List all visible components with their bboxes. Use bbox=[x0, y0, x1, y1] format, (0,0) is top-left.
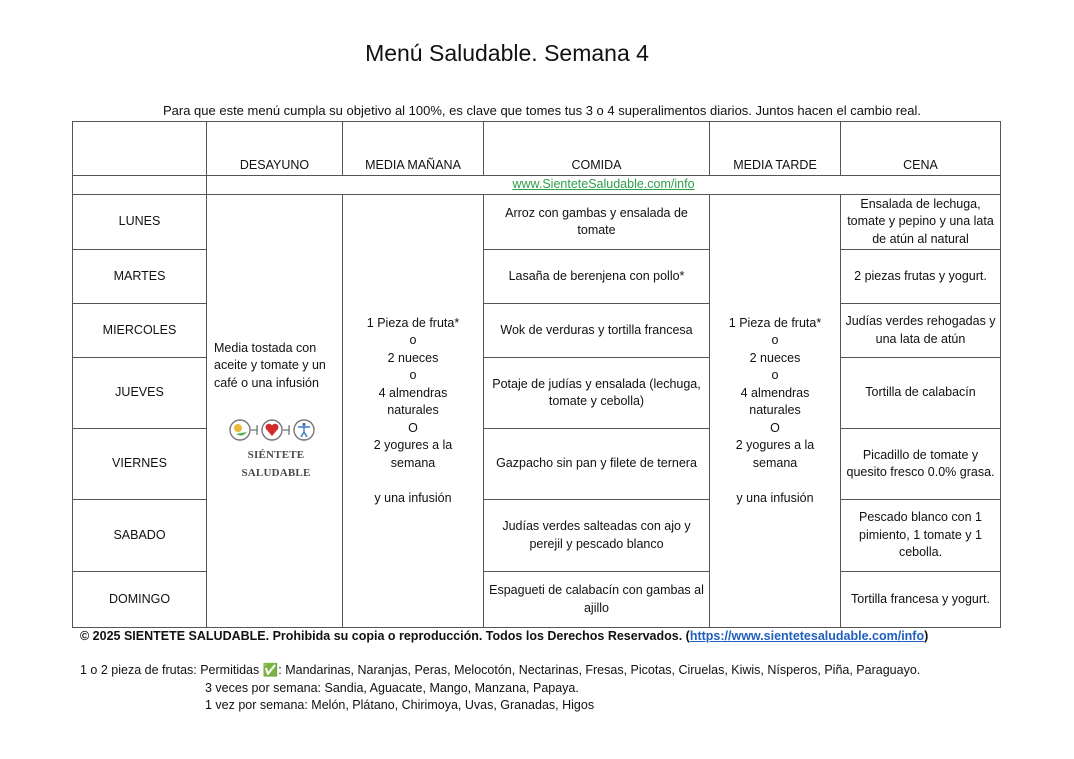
cena-cell: Tortilla de calabacín bbox=[841, 358, 1001, 429]
site-link[interactable]: www.SienteteSaludable.com/info bbox=[512, 177, 695, 192]
day-label: LUNES bbox=[73, 195, 207, 250]
logo-text: SIÉNTETE SALUDABLE bbox=[241, 449, 311, 479]
comida-cell: Arroz con gambas y ensalada de tomate bbox=[484, 195, 710, 250]
cena-cell: Judías verdes rehogadas y una lata de atún bbox=[841, 304, 1001, 358]
header-comida: COMIDA bbox=[484, 122, 710, 176]
header-cena: CENA bbox=[841, 122, 1001, 176]
copyright-text: © 2025 SIENTETE SALUDABLE. Prohibida su copia o reproducción. Todos los Derechos Reservados. ( bbox=[80, 629, 690, 643]
comida-cell: Gazpacho sin pan y filete de ternera bbox=[484, 429, 710, 500]
media-manana-cell: 1 Pieza de fruta* o 2 nueces o 4 almendras naturales O 2 yogures a la semana y una infusión bbox=[343, 195, 484, 628]
copyright-close: ) bbox=[924, 629, 929, 643]
notes-line-2: 3 veces por semana: Sandia, Aguacate, Mango, Manzana, Papaya. bbox=[205, 680, 579, 695]
media-tarde-cell: 1 Pieza de fruta* o 2 nueces o 4 almendras naturales O 2 yogures a la semana y una infusión bbox=[710, 195, 841, 628]
header-empty bbox=[73, 122, 207, 176]
subtitle: Para que este menú cumpla su objetivo al 100%, es clave que tomes tus 3 o 4 superalimentos diarios. Juntos hacen el cambio real. bbox=[162, 103, 922, 118]
header-media-manana: MEDIA MAÑANA bbox=[343, 122, 484, 176]
notes-line-1: 1 o 2 pieza de frutas: Permitidas ✅: Mandarinas, Naranjas, Peras, Melocotón, Nectarinas, Fresas, Picotas, Ciruelas, Kiwis, Nísperos, Piña, Paraguayo. bbox=[80, 663, 921, 677]
page-title: Menú Saludable. Semana 4 bbox=[365, 40, 649, 66]
day-label: SABADO bbox=[73, 500, 207, 572]
desayuno-cell bbox=[207, 195, 343, 628]
day-label: MARTES bbox=[73, 250, 207, 304]
cena-cell: Ensalada de lechuga, tomate y pepino y una lata de atún al natural bbox=[841, 195, 1001, 250]
cena-cell: Tortilla francesa y yogurt. bbox=[841, 572, 1001, 628]
logo-icon bbox=[220, 416, 332, 444]
header-media-tarde: MEDIA TARDE bbox=[710, 122, 841, 176]
notes-line-3: 1 vez por semana: Melón, Plátano, Chirimoya, Uvas, Granadas, Higos bbox=[205, 698, 595, 712]
info-link[interactable]: https://www.sientetesaludable.com/info bbox=[689, 629, 925, 643]
fruit-notes bbox=[80, 662, 920, 715]
comida-cell: Potaje de judías y ensalada (lechuga, tomate y cebolla) bbox=[484, 358, 710, 429]
table-row bbox=[73, 195, 1001, 250]
link-row-empty bbox=[73, 176, 207, 195]
cena-cell: Picadillo de tomate y quesito fresco 0.0% grasa. bbox=[841, 429, 1001, 500]
desayuno-text: Media tostada con aceite y tomate y un café o una infusión bbox=[214, 340, 326, 390]
comida-cell: Espagueti de calabacín con gambas al ajillo bbox=[484, 572, 710, 628]
day-label: JUEVES bbox=[73, 358, 207, 429]
link-row-cell bbox=[207, 176, 1001, 195]
link-row bbox=[73, 176, 1001, 195]
comida-cell: Judías verdes salteadas con ajo y perejil y pescado blanco bbox=[484, 500, 710, 572]
brand-logo bbox=[220, 416, 332, 482]
comida-cell: Wok de verduras y tortilla francesa bbox=[484, 304, 710, 358]
day-label: DOMINGO bbox=[73, 572, 207, 628]
header-desayuno: DESAYUNO bbox=[207, 122, 343, 176]
cena-cell: Pescado blanco con 1 pimiento, 1 tomate y 1 cebolla. bbox=[841, 500, 1001, 572]
copyright-line bbox=[80, 629, 928, 643]
cena-cell: 2 piezas frutas y yogurt. bbox=[841, 250, 1001, 304]
header-row bbox=[73, 122, 1001, 176]
comida-cell: Lasaña de berenjena con pollo* bbox=[484, 250, 710, 304]
day-label: MIERCOLES bbox=[73, 304, 207, 358]
day-label: VIERNES bbox=[73, 429, 207, 500]
menu-table bbox=[72, 121, 1001, 628]
